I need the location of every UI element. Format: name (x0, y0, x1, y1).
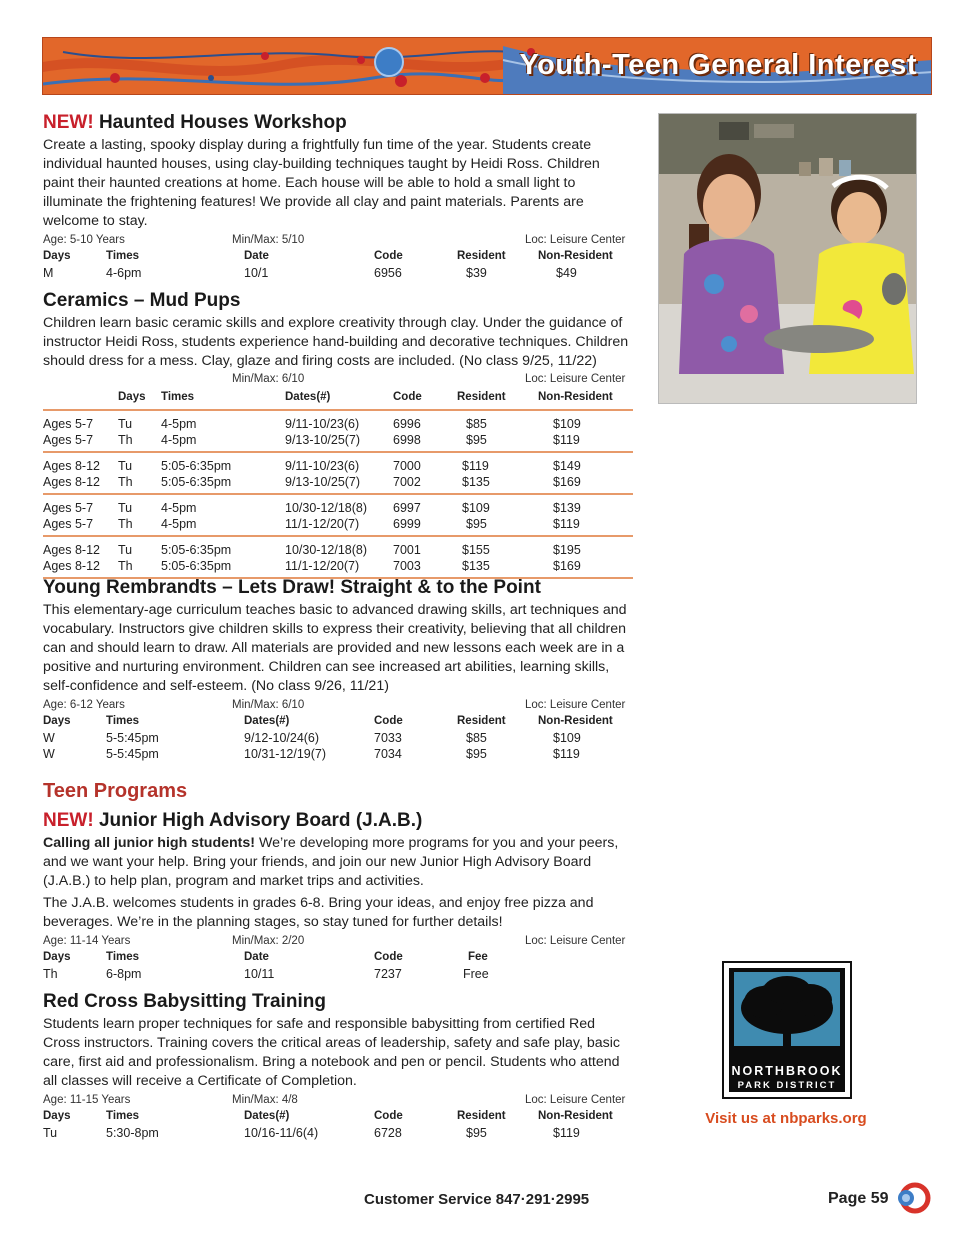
table-header: Days Times Date Code Fee (43, 951, 488, 963)
haunted-houses-description: Create a lasting, spooky display during a frightfully fun time of the year. Students create individual haunted houses, using clay-building techniques taught by Heidi Ross. Children paint their haunted creations at home. Each house will be able to hold a small light to illuminate the frightening features! We provide all clay and paint materials. Parents are welcome to stay. (43, 137, 600, 229)
teen-programs-heading: Teen Programs (43, 780, 188, 802)
haunted-houses-title: NEW! Haunted Houses Workshop (43, 112, 347, 133)
young-rembrandts-section (43, 577, 633, 762)
table-divider (43, 535, 633, 537)
northbrook-park-district-logo: NORTHBROOK PARK DISTRICT (722, 961, 852, 1099)
class-meta: Age: 11-14 Years Min/Max: 2/20 Loc: Leisure Center (43, 935, 626, 947)
table-header: Days Times Dates(#) Code Resident Non-Resident (43, 1110, 613, 1122)
jab-section (43, 810, 633, 982)
table-row: Ages 8-12 Th 5:05-6:35pm 9/13-10/25(7) 7002 $135 $169 (43, 475, 581, 489)
jab-title: NEW! Junior High Advisory Board (J.A.B.) (43, 810, 423, 831)
class-meta: Age: 5-10 Years Min/Max: 5/10 Loc: Leisure Center (43, 234, 626, 246)
red-cross-description: Students learn proper techniques for safe and responsible babysitting from certified Red Cross instructors. Training covers the critical areas of leadership, safety and safe play, basic care, first aid and professionalism. Bring a notebook and pen or pencil. Students who attend all classes will receive a Certificate of Completion. (43, 1016, 620, 1089)
table-row: Ages 5-7 Th 4-5pm 9/13-10/25(7) 6998 $95 $119 (43, 433, 580, 447)
table-row: Ages 5-7 Tu 4-5pm 9/11-10/23(6) 6996 $85 $109 (43, 417, 581, 431)
ceramics-description: Children learn basic ceramic skills and explore creativity through clay. Under the guidance of instructor Heidi Ross, students experience hand-building and decorative techniques. Children should dress for a mess. Clay, glaze and firing costs are included. (No class 9/25, 11/22) (43, 315, 629, 369)
tree-icon (734, 972, 840, 1058)
ceramics-title: Ceramics – Mud Pups (43, 290, 241, 311)
table-row: W 5-5:45pm 9/12-10/24(6) 7033 $85 $109 (43, 731, 581, 745)
new-badge: NEW! (43, 810, 94, 831)
page-number: Page 59 (828, 1190, 889, 1207)
jab-description-2: The J.A.B. welcomes students in grades 6-8. Bring your ideas, and enjoy free pizza and beverages. We’re in the planning stages, so stay tuned for further details! (43, 895, 594, 930)
new-badge: NEW! (43, 112, 94, 133)
table-row: W 5-5:45pm 10/31-12/19(7) 7034 $95 $119 (43, 747, 580, 761)
table-row: Ages 5-7 Th 4-5pm 11/1-12/20(7) 6999 $95 $119 (43, 517, 580, 531)
table-divider (43, 409, 633, 411)
banner-title: Youth-Teen General Interest (519, 49, 917, 81)
class-meta: Min/Max: 6/10 Loc: Leisure Center (232, 373, 626, 385)
table-divider (43, 451, 633, 453)
table-row: Tu 5:30-8pm 10/16-11/6(4) 6728 $95 $119 (43, 1126, 580, 1140)
class-meta: Age: 11-15 Years Min/Max: 4/8 Loc: Leisure Center (43, 1094, 626, 1106)
table-row: Ages 8-12 Tu 5:05-6:35pm 10/30-12/18(8) 7001 $155 $195 (43, 543, 581, 557)
table-header: Days Times Dates(#) Code Resident Non-Resident (43, 715, 613, 727)
customer-service-phone: Customer Service 847·291·2995 (364, 1191, 590, 1208)
table-row: Ages 8-12 Th 5:05-6:35pm 11/1-12/20(7) 7003 $135 $169 (43, 559, 581, 573)
ceramics-section (43, 290, 633, 579)
table-row: Ages 5-7 Tu 4-5pm 10/30-12/18(8) 6997 $109 $139 (43, 501, 581, 515)
section-banner (42, 37, 932, 95)
table-divider (43, 493, 633, 495)
table-row: Ages 8-12 Tu 5:05-6:35pm 9/11-10/23(6) 7000 $119 $149 (43, 459, 581, 473)
table-row: Th 6-8pm 10/11 7237 Free (43, 967, 489, 981)
table-header: Days Times Dates(#) Code Resident Non-Resident (118, 391, 613, 403)
red-cross-section (43, 991, 633, 1141)
children-clay-photo (658, 113, 917, 404)
young-rembrandts-title: Young Rembrandts – Lets Draw! Straight & to the Point (43, 577, 541, 598)
red-cross-title: Red Cross Babysitting Training (43, 991, 326, 1012)
young-rembrandts-description: This elementary-age curriculum teaches basic to advanced drawing skills, art techniques and vocabulary. Instructors give children skills to express their creativity, believing that all children can and should learn to draw. All materials are provided and new lessons each week are in a positive and nurturing environment. Children can see increased art abilities, learning skills, self-confidence and self-esteem. (No class 9/26, 11/21) (43, 602, 627, 694)
class-meta: Age: 6-12 Years Min/Max: 6/10 Loc: Leisure Center (43, 699, 626, 711)
table-row: M 4-6pm 10/1 6956 $39 $49 (43, 266, 577, 280)
table-header: Days Times Date Code Resident Non-Resident (43, 250, 613, 262)
swirl-logo-icon (893, 1181, 933, 1220)
jab-description: Calling all junior high students! We’re developing more programs for you and your peers, and we want your help. Bring your friends, and join our new Junior High Advisory Board (J.A.B.) to help plan, program and market trips and activities. (43, 835, 619, 889)
haunted-houses-section (43, 112, 633, 281)
website-link[interactable]: Visit us at nbparks.org (705, 1110, 867, 1127)
